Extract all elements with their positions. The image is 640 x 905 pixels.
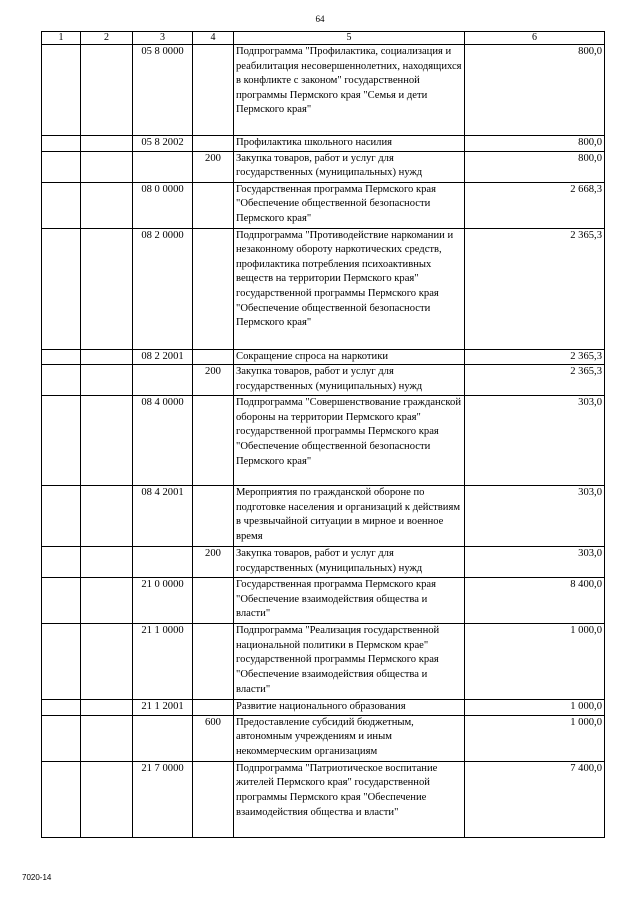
cell-target-code: 08 4 2001 xyxy=(133,486,193,547)
cell-section xyxy=(42,700,81,716)
header-col-3: 3 xyxy=(133,32,193,45)
cell-target-code: 08 4 0000 xyxy=(133,396,193,486)
header-col-5: 5 xyxy=(234,32,465,45)
cell-target-code: 05 8 0000 xyxy=(133,45,193,136)
cell-subsection xyxy=(81,396,133,486)
cell-description: Закупка товаров, работ и услуг для государственных (муниципальных) нужд xyxy=(234,151,465,182)
cell-description: Профилактика школьного насилия xyxy=(234,136,465,152)
cell-amount: 800,0 xyxy=(465,45,605,136)
cell-target-code: 21 0 0000 xyxy=(133,578,193,624)
table-row xyxy=(42,151,605,182)
cell-target-code: 08 0 0000 xyxy=(133,182,193,228)
cell-section xyxy=(42,715,81,761)
cell-section xyxy=(42,151,81,182)
cell-amount: 1 000,0 xyxy=(465,715,605,761)
cell-subsection xyxy=(81,151,133,182)
header-col-1: 1 xyxy=(42,32,81,45)
table-row xyxy=(42,761,605,837)
cell-subsection xyxy=(81,136,133,152)
table-row xyxy=(42,182,605,228)
cell-target-code: 21 1 2001 xyxy=(133,700,193,716)
cell-section xyxy=(42,578,81,624)
cell-subsection xyxy=(81,365,133,396)
cell-section xyxy=(42,349,81,365)
cell-subsection xyxy=(81,45,133,136)
table-row xyxy=(42,700,605,716)
cell-subsection xyxy=(81,761,133,837)
cell-description: Государственная программа Пермского края "Обеспечение общественной безопасности Пермского края" xyxy=(234,182,465,228)
table-row xyxy=(42,547,605,578)
cell-amount: 2 365,3 xyxy=(465,365,605,396)
cell-expense-type xyxy=(193,349,234,365)
cell-amount: 1 000,0 xyxy=(465,624,605,700)
cell-subsection xyxy=(81,715,133,761)
cell-subsection xyxy=(81,486,133,547)
cell-expense-type xyxy=(193,182,234,228)
table-row xyxy=(42,624,605,700)
cell-target-code: 05 8 2002 xyxy=(133,136,193,152)
cell-description: Подпрограмма "Противодействие наркомании и незаконному обороту наркотических средств, профилактика потребления психоактивных веществ на территории Пермского края" государственной программы Пермского края "Обеспечение общественной безопасности Пермского края" xyxy=(234,228,465,349)
cell-target-code xyxy=(133,547,193,578)
cell-expense-type xyxy=(193,486,234,547)
cell-expense-type: 600 xyxy=(193,715,234,761)
cell-target-code xyxy=(133,151,193,182)
cell-amount: 303,0 xyxy=(465,547,605,578)
cell-description: Предоставление субсидий бюджетным, автономным учреждениям и иным некоммерческим организациям xyxy=(234,715,465,761)
cell-target-code xyxy=(133,715,193,761)
table-row xyxy=(42,136,605,152)
cell-target-code: 21 1 0000 xyxy=(133,624,193,700)
cell-description: Закупка товаров, работ и услуг для государственных (муниципальных) нужд xyxy=(234,365,465,396)
header-row xyxy=(42,32,605,45)
cell-expense-type: 200 xyxy=(193,547,234,578)
cell-subsection xyxy=(81,547,133,578)
header-col-6: 6 xyxy=(465,32,605,45)
cell-target-code xyxy=(133,365,193,396)
cell-expense-type xyxy=(193,228,234,349)
header-col-4: 4 xyxy=(193,32,234,45)
cell-target-code: 08 2 0000 xyxy=(133,228,193,349)
table-row xyxy=(42,396,605,486)
cell-expense-type xyxy=(193,700,234,716)
cell-subsection xyxy=(81,578,133,624)
cell-expense-type xyxy=(193,761,234,837)
cell-expense-type xyxy=(193,136,234,152)
cell-amount: 8 400,0 xyxy=(465,578,605,624)
page-number: 64 xyxy=(315,14,325,24)
cell-amount: 2 365,3 xyxy=(465,228,605,349)
cell-section xyxy=(42,182,81,228)
table-row xyxy=(42,228,605,349)
cell-section xyxy=(42,624,81,700)
cell-description: Подпрограмма "Профилактика, социализация и реабилитация несовершеннолетних, находящихся в конфликте с законом" государственной программы Пермского края "Семья и дети Пермского края" xyxy=(234,45,465,136)
cell-section xyxy=(42,365,81,396)
cell-subsection xyxy=(81,624,133,700)
table-row xyxy=(42,578,605,624)
cell-section xyxy=(42,486,81,547)
cell-description: Развитие национального образования xyxy=(234,700,465,716)
cell-subsection xyxy=(81,700,133,716)
table-row xyxy=(42,486,605,547)
header-col-2: 2 xyxy=(81,32,133,45)
cell-expense-type: 200 xyxy=(193,151,234,182)
table-row xyxy=(42,45,605,136)
cell-subsection xyxy=(81,228,133,349)
cell-expense-type xyxy=(193,624,234,700)
cell-description: Мероприятия по гражданской обороне по подготовке населения и организаций к действиям в чрезвычайной ситуации в мирное и военное время xyxy=(234,486,465,547)
cell-section xyxy=(42,45,81,136)
cell-amount: 800,0 xyxy=(465,136,605,152)
cell-amount: 303,0 xyxy=(465,486,605,547)
cell-amount: 1 000,0 xyxy=(465,700,605,716)
cell-subsection xyxy=(81,182,133,228)
cell-expense-type: 200 xyxy=(193,365,234,396)
cell-description: Подпрограмма "Совершенствование гражданской обороны на территории Пермского края" государственной программы Пермского края "Обеспечение общественной безопасности Пермского края" xyxy=(234,396,465,486)
cell-subsection xyxy=(81,349,133,365)
cell-description: Подпрограмма "Реализация государственной национальной политики в Пермском крае" государственной программы Пермского края "Обеспечение взаимодействия общества и власти" xyxy=(234,624,465,700)
document-code: 7020-14 xyxy=(22,873,52,882)
cell-section xyxy=(42,761,81,837)
budget-table xyxy=(41,31,605,838)
cell-expense-type xyxy=(193,45,234,136)
cell-expense-type xyxy=(193,578,234,624)
table-row xyxy=(42,349,605,365)
cell-amount: 2 668,3 xyxy=(465,182,605,228)
cell-description: Закупка товаров, работ и услуг для государственных (муниципальных) нужд xyxy=(234,547,465,578)
cell-section xyxy=(42,396,81,486)
cell-amount: 303,0 xyxy=(465,396,605,486)
cell-amount: 7 400,0 xyxy=(465,761,605,837)
cell-amount: 2 365,3 xyxy=(465,349,605,365)
cell-section xyxy=(42,547,81,578)
cell-target-code: 08 2 2001 xyxy=(133,349,193,365)
cell-amount: 800,0 xyxy=(465,151,605,182)
cell-description: Сокращение спроса на наркотики xyxy=(234,349,465,365)
cell-target-code: 21 7 0000 xyxy=(133,761,193,837)
cell-expense-type xyxy=(193,396,234,486)
table-row xyxy=(42,715,605,761)
cell-section xyxy=(42,228,81,349)
cell-description: Подпрограмма "Патриотическое воспитание жителей Пермского края" государственной программы Пермского края "Обеспечение взаимодействия общества и власти" xyxy=(234,761,465,837)
cell-description: Государственная программа Пермского края "Обеспечение взаимодействия общества и власти" xyxy=(234,578,465,624)
cell-section xyxy=(42,136,81,152)
table-row xyxy=(42,365,605,396)
